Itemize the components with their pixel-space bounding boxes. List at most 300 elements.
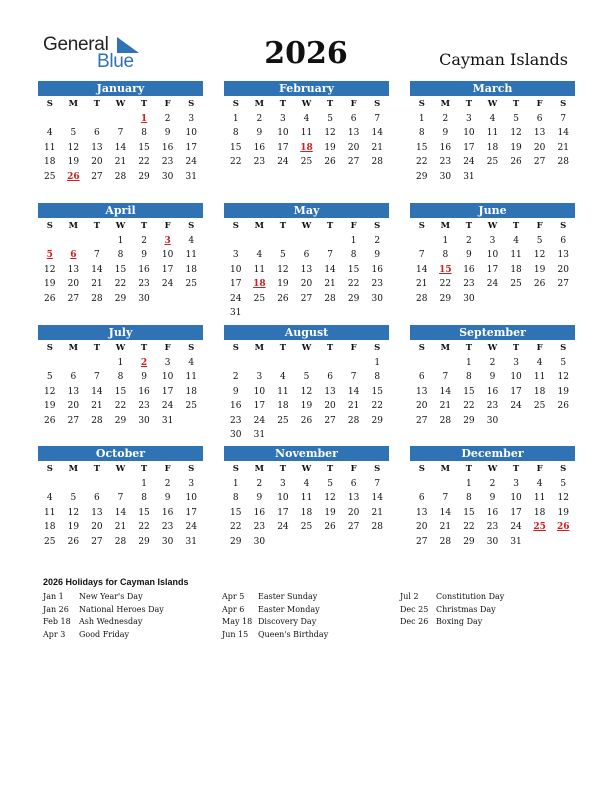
day-cell: 28 (324, 293, 336, 304)
month-header: February (224, 81, 389, 96)
day-cell: 11 (486, 128, 499, 138)
weekday-header: S (560, 221, 567, 231)
holiday-day-cell: 18 (300, 142, 313, 153)
day-cell: 20 (416, 401, 428, 411)
country-name: Cayman Islands (439, 50, 568, 69)
empty-day-cell (109, 477, 133, 492)
day-cell: 16 (138, 386, 150, 397)
day-cell: 8 (374, 372, 381, 382)
day-cell: 16 (230, 401, 242, 411)
empty-day-cell (318, 356, 342, 371)
day-cell: 10 (277, 493, 289, 503)
month-august (224, 325, 389, 443)
day-cell: 5 (327, 113, 333, 124)
day-cell: 26 (533, 279, 546, 289)
day-cell: 2 (442, 113, 449, 124)
day-cell: 19 (67, 157, 80, 167)
weekday-header: S (46, 221, 53, 231)
day-cell: 14 (347, 386, 360, 397)
day-cell: 20 (347, 142, 360, 153)
day-cell: 12 (557, 372, 569, 382)
empty-day-cell (434, 477, 458, 492)
day-cell: 25 (253, 293, 266, 304)
day-cell: 28 (114, 536, 127, 547)
day-cell: 25 (185, 279, 197, 289)
day-cell: 11 (44, 142, 56, 153)
day-cell: 29 (463, 415, 475, 426)
day-cell: 1 (466, 357, 472, 368)
day-cell: 26 (44, 293, 56, 304)
day-cell: 6 (418, 372, 425, 382)
day-cell: 4 (280, 372, 286, 382)
holiday-name: Constitution Day (436, 592, 505, 601)
weekday-header: F (350, 464, 357, 474)
weekday-header: S (232, 99, 239, 109)
day-cell: 12 (300, 386, 313, 397)
weekday-header: W (487, 343, 498, 353)
day-cell: 5 (513, 113, 519, 124)
weekday-header: S (418, 343, 425, 353)
month-november (224, 446, 389, 549)
day-cell: 15 (371, 386, 383, 397)
month-header: April (38, 203, 203, 218)
day-cell: 1 (374, 357, 381, 368)
holiday-date: Apr 5 (222, 592, 245, 601)
day-cell: 20 (300, 279, 313, 289)
day-cell: 4 (46, 128, 53, 138)
weekday-header: S (418, 99, 425, 109)
day-cell: 31 (253, 430, 266, 440)
weekday-header: S (46, 464, 53, 474)
day-cell: 21 (347, 401, 360, 411)
day-cell: 9 (489, 372, 496, 382)
empty-day-cell (62, 234, 86, 249)
weekday-header: S (232, 343, 239, 353)
day-cell: 13 (533, 128, 546, 138)
empty-day-cell (38, 356, 62, 371)
weekday-header: M (440, 99, 451, 109)
day-cell: 1 (141, 478, 147, 489)
month-header: July (38, 325, 203, 340)
day-cell: 4 (46, 493, 53, 503)
day-cell: 17 (185, 507, 197, 518)
day-cell: 27 (557, 279, 569, 289)
day-cell: 24 (185, 157, 197, 167)
month-grid (38, 97, 203, 184)
day-cell: 8 (350, 250, 357, 260)
day-cell: 22 (416, 157, 428, 167)
month-header: November (224, 446, 389, 461)
day-cell: 29 (416, 171, 428, 182)
weekday-header: S (374, 221, 381, 231)
weekday-header: M (68, 221, 79, 231)
day-cell: 21 (371, 142, 383, 153)
month-grid (224, 219, 389, 321)
day-cell: 5 (70, 493, 77, 503)
holiday-day-cell: 26 (556, 522, 570, 532)
day-cell: 9 (466, 250, 472, 260)
day-cell: 22 (138, 522, 150, 532)
day-cell: 13 (416, 386, 428, 397)
day-cell: 21 (439, 522, 452, 532)
holiday-day-cell: 3 (164, 235, 171, 246)
day-cell: 10 (510, 372, 522, 382)
weekday-header: W (115, 221, 126, 231)
day-cell: 22 (114, 279, 127, 289)
day-cell: 25 (277, 415, 289, 426)
day-cell: 17 (486, 264, 499, 275)
empty-day-cell (224, 356, 248, 371)
day-cell: 2 (489, 357, 496, 368)
day-cell: 10 (230, 264, 242, 275)
day-cell: 30 (230, 430, 242, 440)
holiday-date: Dec 26 (400, 617, 429, 626)
day-cell: 24 (486, 279, 499, 289)
holiday-day-cell: 15 (439, 264, 452, 275)
day-cell: 24 (510, 401, 522, 411)
month-september (410, 325, 575, 428)
day-cell: 4 (536, 478, 543, 489)
weekday-header: S (188, 221, 195, 231)
day-cell: 6 (350, 478, 357, 489)
day-cell: 4 (188, 235, 195, 246)
day-cell: 22 (463, 401, 475, 411)
weekday-header: S (232, 464, 239, 474)
weekday-header: T (512, 99, 520, 109)
weekday-header: T (326, 343, 334, 353)
day-cell: 18 (44, 522, 56, 532)
weekday-header: S (46, 99, 53, 109)
empty-day-cell (224, 234, 248, 249)
empty-day-cell (342, 356, 366, 371)
empty-day-cell (85, 234, 109, 249)
holiday-name: Queen's Birthday (258, 629, 329, 639)
day-cell: 8 (117, 250, 124, 260)
day-cell: 19 (533, 264, 546, 275)
day-cell: 24 (510, 522, 522, 532)
day-cell: 23 (439, 157, 452, 167)
day-cell: 18 (300, 507, 313, 518)
day-cell: 4 (303, 113, 310, 124)
empty-day-cell (85, 112, 109, 127)
day-cell: 18 (533, 507, 546, 518)
holiday-column (400, 591, 504, 629)
holiday-name: Easter Monday (258, 604, 320, 614)
day-cell: 29 (371, 415, 383, 426)
day-cell: 10 (277, 128, 289, 138)
day-cell: 3 (256, 372, 263, 382)
day-cell: 23 (161, 157, 174, 167)
holiday-day-cell: 1 (140, 113, 148, 124)
empty-day-cell (271, 356, 295, 371)
weekday-header: S (46, 343, 53, 353)
day-cell: 31 (230, 308, 242, 318)
holiday-column (222, 591, 328, 641)
day-cell: 22 (114, 401, 127, 411)
day-cell: 13 (67, 386, 80, 397)
month-header: December (410, 446, 575, 461)
day-cell: 13 (91, 142, 103, 153)
day-cell: 14 (371, 128, 383, 138)
day-cell: 4 (303, 478, 310, 489)
day-cell: 7 (560, 113, 567, 124)
day-cell: 17 (277, 507, 289, 518)
day-cell: 11 (533, 493, 546, 503)
weekday-header: F (350, 221, 357, 231)
day-cell: 9 (232, 386, 239, 397)
day-cell: 15 (463, 507, 475, 518)
day-cell: 15 (230, 142, 242, 153)
day-cell: 6 (350, 113, 357, 124)
weekday-header: T (326, 99, 334, 109)
day-cell: 21 (91, 279, 103, 289)
day-cell: 23 (138, 401, 150, 411)
weekday-header: T (512, 343, 520, 353)
day-cell: 23 (253, 522, 266, 532)
weekday-header: F (536, 343, 543, 353)
month-grid (410, 462, 575, 549)
day-cell: 5 (536, 235, 543, 246)
day-cell: 25 (300, 522, 313, 532)
day-cell: 14 (91, 386, 103, 397)
day-cell: 28 (347, 415, 360, 426)
holiday-day-cell: 25 (533, 522, 546, 532)
day-cell: 9 (164, 493, 171, 503)
day-cell: 24 (185, 522, 197, 532)
day-cell: 22 (371, 401, 383, 411)
day-cell: 21 (91, 401, 103, 411)
day-cell: 21 (324, 279, 336, 289)
day-cell: 3 (188, 113, 195, 124)
day-cell: 19 (67, 522, 80, 532)
day-cell: 26 (557, 401, 569, 411)
day-cell: 6 (94, 493, 100, 503)
weekday-header: T (465, 99, 473, 109)
day-cell: 11 (533, 372, 546, 382)
day-cell: 4 (489, 113, 496, 124)
day-cell: 22 (230, 522, 242, 532)
day-cell: 4 (536, 357, 543, 368)
day-cell: 15 (114, 386, 127, 397)
day-cell: 10 (510, 493, 522, 503)
day-cell: 15 (463, 386, 475, 397)
day-cell: 27 (300, 293, 313, 304)
day-cell: 27 (347, 157, 360, 167)
day-cell: 20 (67, 279, 80, 289)
day-cell: 8 (442, 250, 449, 260)
weekday-header: S (560, 464, 567, 474)
empty-day-cell (271, 234, 295, 249)
day-cell: 15 (347, 264, 360, 275)
day-cell: 17 (161, 264, 174, 275)
weekday-header: T (465, 343, 473, 353)
weekday-header: S (418, 221, 425, 231)
day-cell: 29 (138, 536, 150, 547)
day-cell: 4 (256, 250, 263, 260)
day-cell: 28 (439, 415, 452, 426)
day-cell: 18 (486, 142, 499, 153)
day-cell: 10 (463, 128, 475, 138)
empty-day-cell (62, 477, 86, 492)
day-cell: 23 (371, 279, 383, 289)
month-grid (224, 462, 389, 549)
day-cell: 8 (232, 128, 239, 138)
month-march (410, 81, 575, 184)
holiday-day-cell: 5 (46, 250, 53, 260)
weekday-header: T (512, 464, 520, 474)
day-cell: 25 (510, 279, 522, 289)
day-cell: 27 (324, 415, 336, 426)
weekday-header: T (279, 99, 287, 109)
day-cell: 28 (439, 536, 452, 547)
day-cell: 17 (277, 142, 289, 153)
day-cell: 13 (347, 128, 360, 138)
day-cell: 3 (513, 357, 519, 368)
day-cell: 5 (560, 478, 567, 489)
day-cell: 21 (114, 522, 127, 532)
day-cell: 27 (67, 293, 80, 304)
day-cell: 5 (70, 128, 77, 138)
day-cell: 11 (185, 250, 197, 260)
weekday-header: M (254, 464, 265, 474)
day-cell: 12 (67, 142, 80, 153)
day-cell: 30 (486, 536, 499, 547)
weekday-header: W (487, 221, 498, 231)
day-cell: 27 (91, 536, 103, 547)
day-cell: 9 (489, 493, 496, 503)
day-cell: 20 (533, 142, 546, 153)
day-cell: 18 (44, 157, 56, 167)
day-cell: 8 (141, 128, 147, 138)
holiday-row (43, 604, 164, 617)
day-cell: 8 (232, 493, 239, 503)
day-cell: 22 (439, 279, 452, 289)
day-cell: 1 (418, 113, 425, 124)
day-cell: 23 (253, 157, 266, 167)
day-cell: 17 (253, 401, 266, 411)
day-cell: 28 (114, 171, 127, 182)
holiday-name: Ash Wednesday (79, 617, 143, 626)
empty-day-cell (434, 356, 458, 371)
month-october (38, 446, 203, 549)
day-cell: 3 (188, 478, 195, 489)
calendar-year: 2026 (264, 36, 348, 71)
day-cell: 12 (510, 128, 522, 138)
day-cell: 28 (416, 293, 428, 304)
day-cell: 12 (44, 264, 56, 275)
weekday-header: T (140, 343, 148, 353)
day-cell: 19 (510, 142, 522, 153)
day-cell: 14 (416, 264, 428, 275)
day-cell: 27 (416, 536, 428, 547)
day-cell: 27 (91, 171, 103, 182)
day-cell: 11 (300, 128, 313, 138)
day-cell: 7 (350, 372, 357, 382)
holiday-date: Jul 2 (400, 592, 419, 601)
weekday-header: S (374, 99, 381, 109)
day-cell: 14 (439, 507, 452, 518)
empty-day-cell (62, 356, 86, 371)
day-cell: 23 (463, 279, 475, 289)
empty-day-cell (410, 234, 434, 249)
day-cell: 25 (533, 401, 546, 411)
weekday-header: F (164, 464, 171, 474)
day-cell: 14 (114, 507, 127, 518)
weekday-header: S (374, 464, 381, 474)
weekday-header: S (374, 343, 381, 353)
holiday-date: Jan 1 (43, 592, 64, 601)
weekday-header: F (164, 221, 171, 231)
month-grid (224, 97, 389, 170)
holiday-date: Jun 15 (222, 629, 249, 639)
empty-day-cell (318, 234, 342, 249)
weekday-header: F (536, 221, 543, 231)
weekday-header: T (93, 221, 101, 231)
day-cell: 9 (256, 493, 263, 503)
day-cell: 7 (117, 128, 124, 138)
holiday-column (43, 591, 164, 641)
day-cell: 24 (277, 522, 289, 532)
day-cell: 13 (557, 250, 569, 260)
day-cell: 27 (67, 415, 80, 426)
day-cell: 21 (371, 507, 383, 518)
day-cell: 14 (439, 386, 452, 397)
holiday-date: Apr 6 (222, 604, 245, 614)
holiday-name: National Heroes Day (79, 604, 164, 614)
weekday-header: M (440, 464, 451, 474)
day-cell: 7 (442, 493, 449, 503)
empty-day-cell (248, 234, 272, 249)
day-cell: 3 (489, 235, 496, 246)
empty-day-cell (85, 477, 109, 492)
month-grid (38, 462, 203, 549)
day-cell: 13 (91, 507, 103, 518)
day-cell: 12 (324, 128, 336, 138)
day-cell: 15 (416, 142, 428, 153)
weekday-header: T (93, 99, 101, 109)
weekday-header: S (560, 99, 567, 109)
day-cell: 18 (533, 386, 546, 397)
day-cell: 30 (463, 293, 475, 304)
day-cell: 5 (46, 372, 53, 382)
day-cell: 29 (114, 293, 127, 304)
day-cell: 20 (347, 507, 360, 518)
day-cell: 20 (557, 264, 569, 275)
holiday-date: Apr 3 (43, 629, 66, 639)
empty-day-cell (410, 477, 434, 492)
holiday-row (400, 591, 504, 604)
day-cell: 2 (164, 113, 171, 124)
month-header: May (224, 203, 389, 218)
day-cell: 8 (141, 493, 147, 503)
day-cell: 8 (466, 372, 472, 382)
weekday-header: W (115, 464, 126, 474)
day-cell: 28 (91, 293, 103, 304)
holiday-date: Feb 18 (43, 617, 71, 626)
day-cell: 16 (138, 264, 150, 275)
day-cell: 2 (164, 478, 171, 489)
weekday-header: F (536, 99, 543, 109)
day-cell: 11 (277, 386, 289, 397)
day-cell: 11 (300, 493, 313, 503)
logo-general-text: General (43, 34, 109, 55)
day-cell: 18 (185, 386, 197, 397)
day-cell: 17 (510, 386, 522, 397)
day-cell: 9 (141, 372, 147, 382)
weekday-header: W (115, 343, 126, 353)
day-cell: 17 (161, 386, 174, 397)
holiday-date: Dec 25 (400, 604, 429, 614)
